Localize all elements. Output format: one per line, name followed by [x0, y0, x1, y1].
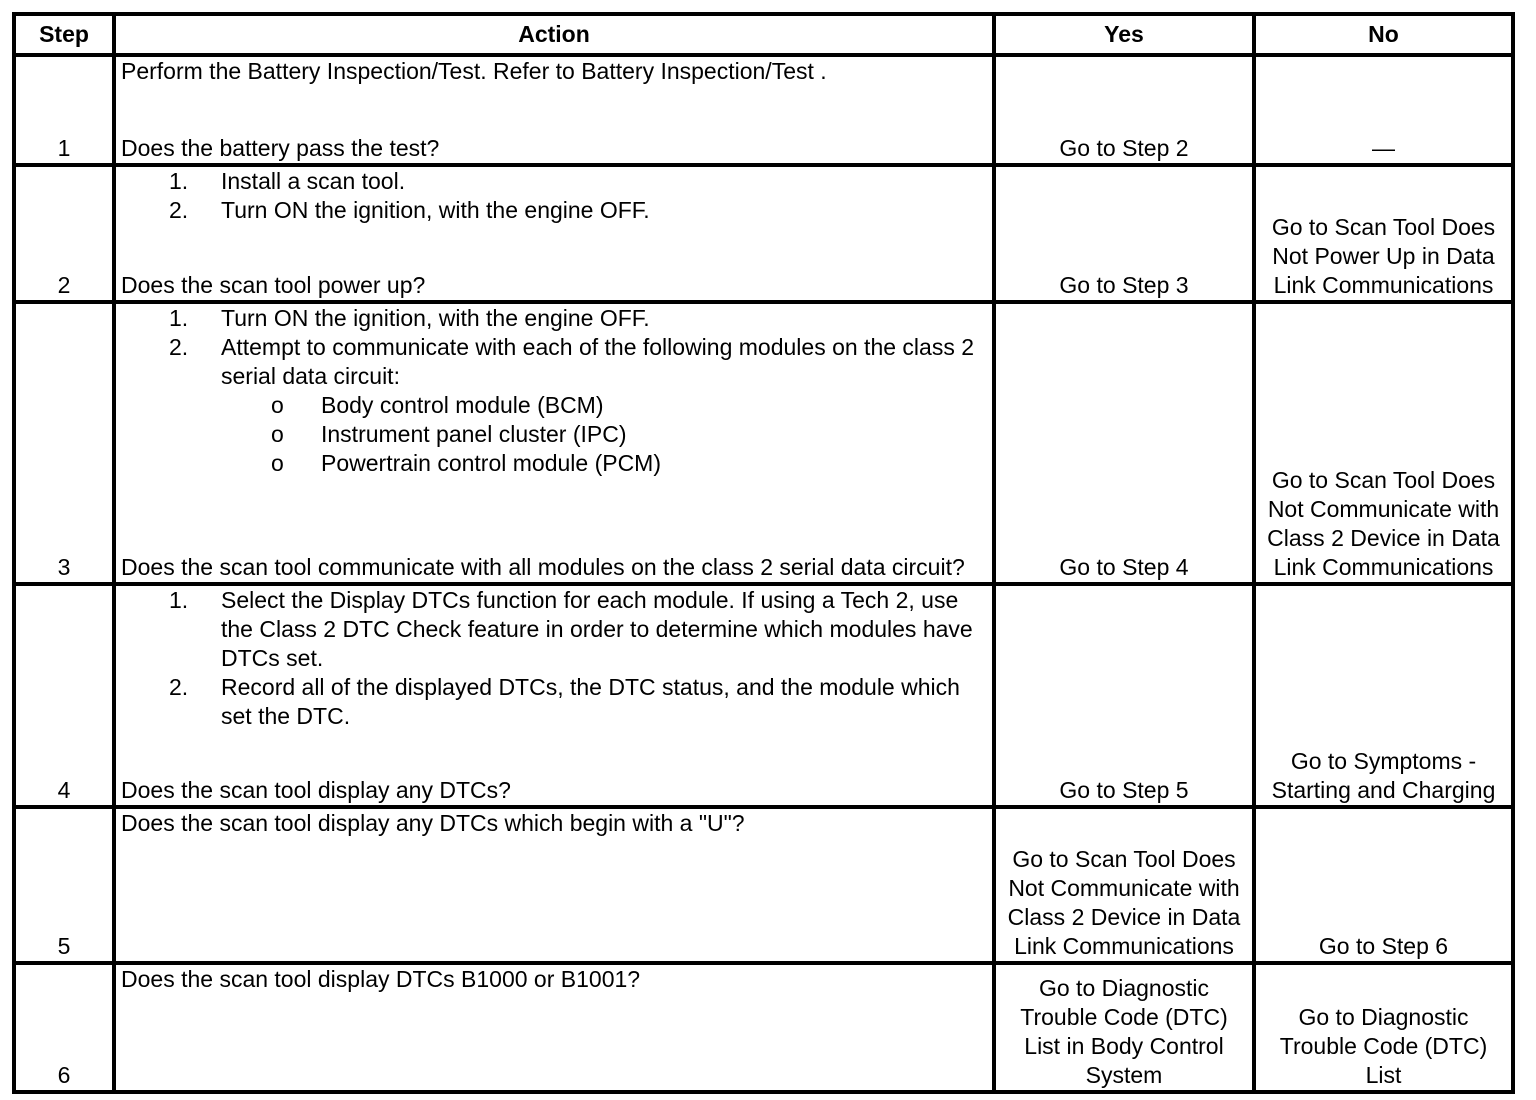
table-row [14, 55, 1513, 165]
step-item-text: Select the Display DTCs function for each module. If using a Tech 2, use the Class 2 DTC Check feature in order to determine which modules have DTCs set. [221, 587, 973, 671]
table-row [14, 302, 1513, 584]
no-cell: Go to Symptoms - Starting and Charging [1254, 584, 1513, 807]
header-yes: Yes [994, 14, 1254, 55]
step-item-text: Attempt to communicate with each of the following modules on the class 2 serial data circuit: [221, 334, 975, 389]
header-row [14, 14, 1513, 55]
action-step [121, 333, 987, 478]
step-item-number: 2. [169, 197, 189, 223]
yes-cell: Go to Step 3 [994, 165, 1254, 302]
action-cell [114, 584, 994, 807]
module-name: Body control module (BCM) [321, 392, 604, 418]
diagnostic-table [12, 12, 1515, 1094]
no-cell: Go to Step 6 [1254, 807, 1513, 963]
module-list-item [221, 391, 987, 420]
step-item-text: Turn ON the ignition, with the engine OFF. [221, 305, 650, 331]
table-row [14, 963, 1513, 1092]
action-text: Does the scan tool display any DTCs which begin with a "U"? [121, 810, 745, 836]
step-item-text: Record all of the displayed DTCs, the DTC status, and the module which set the DTC. [221, 674, 960, 729]
circle-bullet-icon: o [271, 421, 284, 447]
module-list [221, 391, 987, 478]
action-question: Does the scan tool display any DTCs? [121, 777, 511, 803]
yes-cell: Go to Step 4 [994, 302, 1254, 584]
step-number: 4 [14, 584, 114, 807]
no-cell: Go to Scan Tool Does Not Communicate with Class 2 Device in Data Link Communications [1254, 302, 1513, 584]
yes-cell: Go to Diagnostic Trouble Code (DTC) List in Body Control System [994, 963, 1254, 1092]
step-number: 1 [14, 55, 114, 165]
step-item-text: Install a scan tool. [221, 168, 406, 194]
action-step-list [121, 304, 987, 478]
table-row [14, 165, 1513, 302]
circle-bullet-icon: o [271, 450, 284, 476]
action-step [121, 304, 987, 333]
action-cell [114, 302, 994, 584]
yes-cell: Go to Scan Tool Does Not Communicate with Class 2 Device in Data Link Communications [994, 807, 1254, 963]
action-cell [114, 165, 994, 302]
step-item-number: 2. [169, 674, 189, 700]
step-item-number: 2. [169, 334, 189, 360]
step-item-number: 1. [169, 168, 189, 194]
circle-bullet-icon: o [271, 392, 284, 418]
module-list-item [221, 420, 987, 449]
header-no: No [1254, 14, 1513, 55]
action-step-list [121, 586, 987, 731]
action-step [121, 673, 987, 731]
action-question: Does the battery pass the test? [121, 135, 440, 161]
yes-cell: Go to Step 5 [994, 584, 1254, 807]
action-cell [114, 963, 994, 1092]
table-row [14, 584, 1513, 807]
action-step [121, 167, 987, 196]
module-list-item [221, 449, 987, 478]
action-step-list [121, 167, 987, 225]
module-name: Instrument panel cluster (IPC) [321, 421, 627, 447]
step-number: 6 [14, 963, 114, 1092]
yes-cell: Go to Step 2 [994, 55, 1254, 165]
action-question: Does the scan tool communicate with all modules on the class 2 serial data circuit? [121, 554, 965, 580]
action-cell [114, 55, 994, 165]
no-cell: Go to Scan Tool Does Not Power Up in Data Link Communications [1254, 165, 1513, 302]
action-cell [114, 807, 994, 963]
no-cell: — [1254, 55, 1513, 165]
action-text: Does the scan tool display DTCs B1000 or B1001? [121, 966, 641, 992]
step-item-text: Turn ON the ignition, with the engine OFF. [221, 197, 650, 223]
table-row [14, 807, 1513, 963]
header-action: Action [114, 14, 994, 55]
step-number: 5 [14, 807, 114, 963]
step-number: 2 [14, 165, 114, 302]
action-step [121, 586, 987, 673]
header-step: Step [14, 14, 114, 55]
step-item-number: 1. [169, 305, 189, 331]
no-cell: Go to Diagnostic Trouble Code (DTC) List [1254, 963, 1513, 1092]
step-number: 3 [14, 302, 114, 584]
action-question: Does the scan tool power up? [121, 272, 426, 298]
step-item-number: 1. [169, 587, 189, 613]
module-name: Powertrain control module (PCM) [321, 450, 662, 476]
action-step [121, 196, 987, 225]
action-text: Perform the Battery Inspection/Test. Refer to Battery Inspection/Test . [121, 58, 827, 84]
